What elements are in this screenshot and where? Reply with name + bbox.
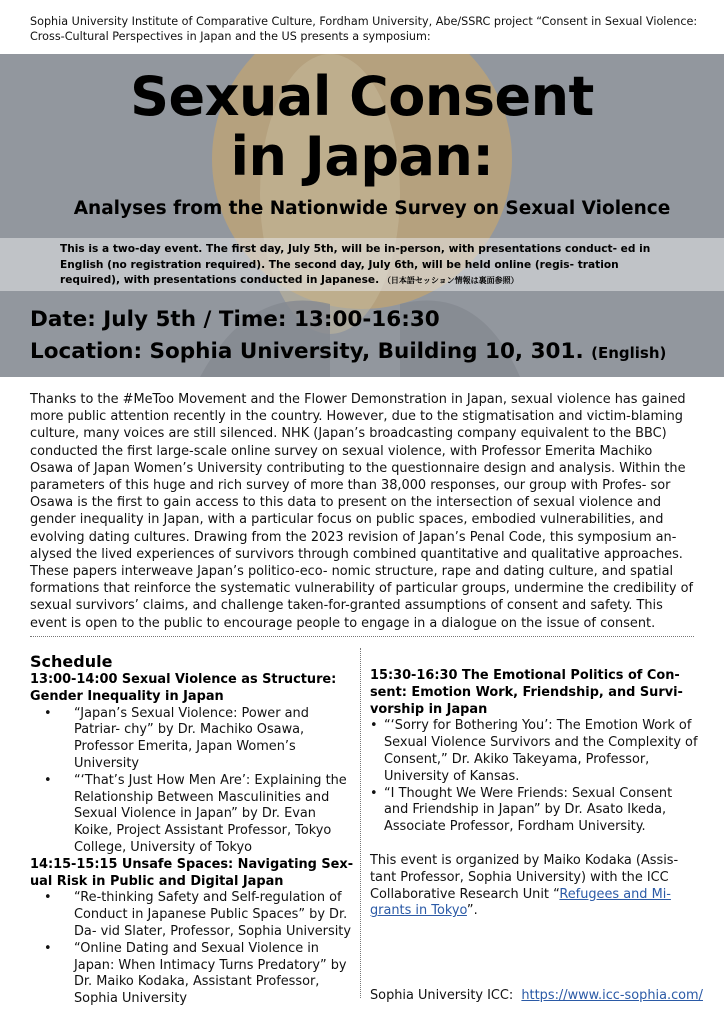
talk-text: “Online Dating and Sexual Violence in Japan: When Intimacy Turns Predatory” by Dr. Maiko Kodaka, Assistant Professor, Sophia University — [74, 940, 347, 1007]
bullet: • — [44, 772, 52, 788]
event-notice — [60, 242, 660, 289]
intro-text: Sophia University Institute of Comparative Culture, Fordham University, Abe/SSRC project “Consent in Sexual Violence: Cross-Cultural Perspectives in Japan and the US presents a symposium: — [30, 15, 698, 43]
list-item — [370, 786, 700, 836]
bullet: • — [44, 940, 52, 956]
notice-text: This is a two-day event. The first day, July 5th, will be in-person, with presentations conduct- ed in English (no registration required). The second day, July 6th, will be held online (regis- tration required), with presentations conducted in Japanese. — [60, 243, 651, 286]
talk-text: “I Thought We Were Friends: Sexual Consent and Friendship in Japan” by Dr. Asato Ikeda, Associate Professor, Fordham University. — [384, 785, 673, 835]
list-item — [30, 941, 355, 1008]
talk-text: “‘That’s Just How Men Are’: Explaining the Relationship Between Masculinities and Sexual Violence in Japan” by Dr. Evan Koike, Project Assistant Professor, Tokyo College, University of Tokyo — [74, 772, 347, 855]
list-item — [30, 706, 355, 773]
title-line-1: Sexual Consent — [130, 65, 594, 128]
list-item — [370, 718, 700, 785]
list-item — [30, 773, 355, 857]
talk-text: “Japan’s Sexual Violence: Power and Patriar- chy” by Dr. Machiko Osawa, Professor Emerita, Japan Women’s University — [74, 705, 309, 771]
title-line-2: in Japan: — [230, 125, 494, 188]
icc-website-link[interactable]: https://www.icc-sophia.com/ — [521, 988, 703, 1003]
organizer-text-end: ”. — [466, 903, 478, 919]
session-title: 14:15-15:15 Unsafe Spaces: Navigating Sex- ual Risk in Public and Digital Japan — [30, 856, 354, 889]
bullet: • — [44, 705, 52, 721]
organizer-text: This event is organized by Maiko Kodaka (Assis- tant Professor, Sophia University) with the ICC Collaborative Research Unit “ — [370, 852, 679, 902]
divider-horizontal — [30, 636, 694, 637]
talk-text: “Re-thinking Safety and Self-regulation of Conduct in Japanese Public Spaces” by Dr. Da- vid Slater, Professor, Sophia University — [74, 890, 351, 939]
language-label: (English) — [591, 344, 667, 362]
location-line — [30, 338, 720, 367]
location: Location: Sophia University, Building 10, 301. — [30, 339, 584, 364]
date-time: Date: July 5th / Time: 13:00-16:30 — [30, 307, 440, 332]
footer — [370, 988, 703, 1003]
bullet: • — [370, 785, 378, 801]
spacer — [370, 836, 700, 853]
footer-label: Sophia University ICC: — [370, 988, 514, 1003]
subtitle: Analyses from the Nationwide Survey on Sexual Violence — [73, 198, 671, 219]
organizer-note — [370, 853, 700, 920]
refugees-migrants-link[interactable]: Refugees and Mi- grants in Tokyo — [370, 886, 671, 919]
divider-vertical — [360, 648, 361, 998]
list-item — [30, 890, 355, 940]
talk-text: “‘Sorry for Bothering You’: The Emotion Work of Sexual Violence Survivors and the Complexity of Consent,” Dr. Akiko Takeyama, Professor, University of Kansas. — [384, 718, 698, 784]
session-title: 13:00-14:00 Sexual Violence as Structure: Gender Inequality in Japan — [30, 672, 337, 704]
schedule-left-column — [30, 652, 355, 1008]
notice-japanese: （日本語セッション情報は裏面参照） — [382, 276, 519, 285]
description: Thanks to the #MeToo Movement and the Flower Demonstration in Japan, sexual violence has gained more public attention recently in the country. However, due to the stigmatisation and victim-blaming culture, many voices are still silenced. NHK (Japan’s broadcasting company equivalent to the BBC) conducted the first large-scale online survey on sexual violence, with Professor Emerita Machiko Osawa of Japan Women’s University contributing to the questionnaire design and analysis. Within the parameters of this huge and rich survey of more than 38,000 responses, our group with Profes- sor Osawa is the first to gain access to this data to present on the intersection of sexual violence and gender inequality in Japan, with a particular focus on public spaces, embodied vulnerabilities, and evolving dating cultures. Drawing from the 2023 revision of Japan’s Penal Code, this symposium an- alysed the lived experiences of survivors through combined quantitative and qualitative approaches. These papers interweave Japan’s politico-eco- nomic structure, rape and dating culture, and spatial formations that reinforce the systematic vulnerability of particular groups, undermine the credibility of sexual survivors’ claims, and challenge taken-for-granted assumptions of consent and safety. This event is open to the public to encourage people to engage in a dialogue on the issue of consent. — [30, 392, 694, 631]
bullet: • — [44, 890, 52, 906]
session-title: 15:30-16:30 The Emotional Politics of Con- sent: Emotion Work, Friendship, and Survi- vorship in Japan — [370, 668, 683, 717]
schedule-heading: Schedule — [30, 652, 113, 671]
schedule-right-column — [370, 668, 700, 920]
bullet: • — [370, 718, 378, 734]
